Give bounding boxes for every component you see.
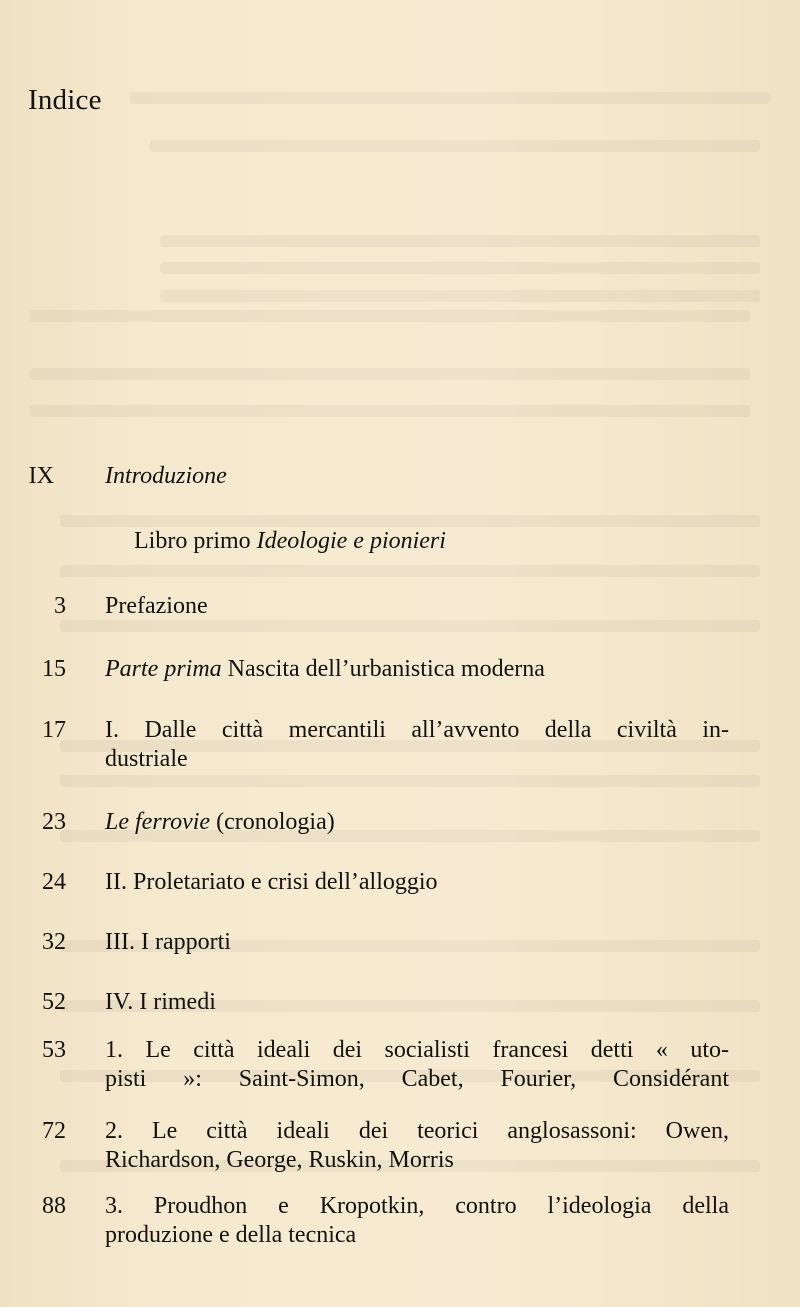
entry-title: [105, 716, 729, 774]
entry-title-line: dustriale: [105, 746, 188, 772]
entry-text: [105, 808, 729, 837]
show-through-mark: [150, 140, 760, 152]
entry-title: IV. I rimedi: [105, 989, 216, 1015]
page-number: 23: [42, 809, 66, 835]
show-through-mark: [160, 262, 760, 274]
show-through-mark: [30, 368, 750, 380]
show-through-mark: [160, 290, 760, 302]
page-number: 88: [42, 1193, 66, 1219]
page-title: Indice: [28, 84, 102, 116]
entry-title: Ideologie e pionieri: [256, 528, 446, 554]
page-number: 32: [42, 929, 66, 955]
page-number: 53: [42, 1037, 66, 1063]
page-number: 15: [42, 656, 66, 682]
entry-title: [105, 1192, 729, 1250]
show-through-mark: [30, 405, 750, 417]
show-through-mark: [30, 310, 750, 322]
entry-title: (cronologia): [216, 809, 335, 835]
page-number: 3: [54, 593, 66, 619]
entry-title: III. I rapporti: [105, 929, 231, 955]
entry-title-line: 2. Le città ideali dei teorici anglosassoni: Owen,: [105, 1118, 729, 1144]
page-number: IX: [28, 463, 54, 489]
page-number: 72: [42, 1118, 66, 1144]
entry-title-line: I. Dalle città mercantili all’avvento della civiltà in-: [105, 717, 729, 743]
page-number: 52: [42, 989, 66, 1015]
page-number: 17: [42, 717, 66, 743]
show-through-mark: [60, 620, 760, 632]
entry-title: [105, 1117, 729, 1175]
entry-prefix: Parte prima: [105, 656, 222, 682]
entry-prefix: Libro primo: [134, 528, 251, 554]
entry-title-line: pisti »: Saint-Simon, Cabet, Fourier, Considérant: [105, 1066, 729, 1092]
show-through-mark: [160, 235, 760, 247]
entry-title: Introduzione: [105, 463, 227, 489]
entry-title-line: 3. Proudhon e Kropotkin, contro l’ideologia della: [105, 1193, 729, 1219]
entry-text: [134, 527, 758, 556]
entry-title: Prefazione: [105, 593, 208, 619]
entry-title: Nascita dell’urbanistica moderna: [227, 656, 545, 682]
entry-title-line: Richardson, George, Ruskin, Morris: [105, 1147, 454, 1173]
entry-title: [105, 1036, 729, 1094]
entry-title-line: 1. Le città ideali dei socialisti francesi detti « uto-: [105, 1037, 729, 1063]
entry-prefix: Le ferrovie: [105, 809, 211, 835]
show-through-mark: [130, 92, 770, 104]
page-number: 24: [42, 869, 66, 895]
show-through-mark: [60, 565, 760, 577]
show-through-mark: [60, 775, 760, 787]
show-through-mark: [60, 515, 760, 527]
entry-title: II. Proletariato e crisi dell’alloggio: [105, 869, 438, 895]
entry-text: [105, 655, 729, 684]
entry-title-line: produzione e della tecnica: [105, 1222, 357, 1248]
